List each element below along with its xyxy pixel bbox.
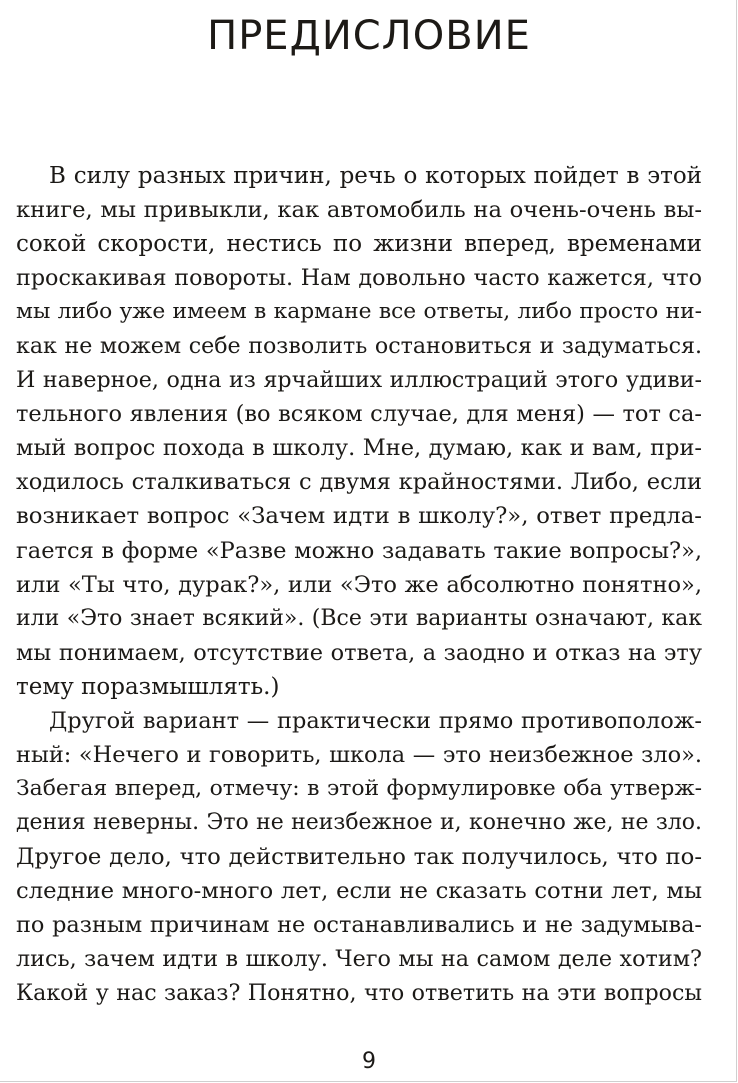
text-line: следние много-много лет, если не сказать сотни лет, мы: [16, 877, 702, 904]
text-line: Забегая вперед, отмечу: в этой формулировке оба утверж-: [16, 775, 702, 801]
text-line: ный: «Нечего и говорить, школа — это неизбежное зло».: [16, 741, 702, 768]
text-line: как не можем себе позволить остановиться и задуматься.: [16, 333, 702, 360]
text-line: тельного явления (во всяком случае, для меня) — тот са-: [16, 401, 702, 428]
text-line: проскакивая повороты. Нам довольно часто кажется, что: [16, 265, 702, 292]
text-line: ходилось сталкиваться с двумя крайностями. Либо, если: [16, 469, 702, 496]
body-text: [16, 159, 702, 1010]
chapter-title: ПРЕДИСЛОВИЕ: [207, 13, 531, 59]
text-line: или «Это знает всякий». (Все эти варианты означают, как: [16, 605, 702, 631]
text-line: мы понимаем, отсутствие ответа, а заодно и отказ на эту: [16, 639, 702, 666]
text-line: И наверное, одна из ярчайших иллюстраций этого удиви-: [16, 367, 702, 394]
text-line: гается в форме «Разве можно задавать такие вопросы?»,: [16, 537, 702, 564]
text-line: дения неверны. Это не неизбежное и, конечно же, не зло.: [16, 809, 702, 835]
text-line: лись, зачем идти в школу. Чего мы на самом деле хотим?: [16, 946, 702, 973]
text-line: мый вопрос похода в школу. Мне, думаю, как и вам, при-: [16, 435, 702, 462]
text-line: книге, мы привыкли, как автомобиль на очень-очень вы-: [16, 197, 702, 224]
text-line: Какой у нас заказ? Понятно, что ответить на эти вопросы: [16, 980, 702, 1007]
text-line: по разным причинам не останавливались и не задумыва-: [16, 912, 702, 939]
text-line: тему поразмышлять.): [16, 673, 280, 700]
text-line: возникает вопрос «Зачем идти в школу?», ответ предла-: [16, 503, 702, 530]
text-line: Другой вариант — практически прямо противополож-: [49, 707, 702, 734]
text-line: Другое дело, что действительно так получилось, что по-: [16, 843, 702, 870]
text-line: мы либо уже имеем в кармане все ответы, либо просто ни-: [16, 299, 702, 325]
text-line: сокой скорости, нестись по жизни вперед, временами: [16, 231, 702, 258]
text-line: В силу разных причин, речь о которых пойдет в этой: [49, 163, 702, 189]
text-line: или «Ты что, дурак?», или «Это же абсолютно понятно»,: [16, 571, 702, 598]
page-number: 9: [362, 1049, 376, 1074]
